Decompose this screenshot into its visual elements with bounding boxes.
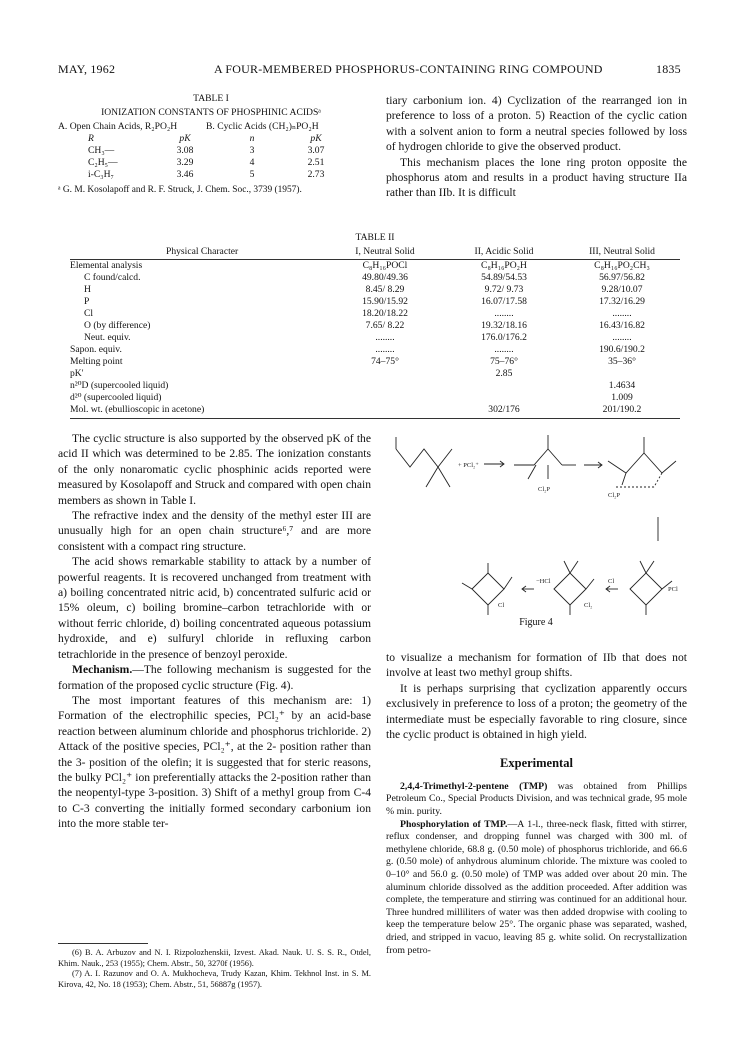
table-cell: 5 <box>249 169 255 180</box>
table-cell: 190.6/190.2 <box>599 344 645 355</box>
label-cl2p: Cl₂P <box>538 486 551 493</box>
table-1-header: pK <box>310 133 322 144</box>
table-cell: 2.73 <box>307 169 325 180</box>
table-cell: 54.89/54.53 <box>481 272 527 283</box>
left-column <box>58 431 371 832</box>
label-cl2p: Cl₂P <box>608 492 621 499</box>
table-1 <box>58 93 364 196</box>
table-cell: Cl <box>84 308 94 319</box>
subheading: 2,4,4-Trimethyl-2-pentene (TMP) <box>400 780 548 792</box>
right-top-text <box>386 93 687 201</box>
table-row <box>70 272 680 284</box>
label-pcl2: + PCl₂⁺ <box>458 462 479 469</box>
table-cell: C₈H₁₆PO₂H <box>481 260 527 271</box>
table-row <box>70 380 680 392</box>
table-cell: 302/176 <box>488 404 520 415</box>
table-cell: 35–36° <box>608 356 636 367</box>
table-cell: 74–75° <box>371 356 399 367</box>
table-cell: Elemental analysis <box>70 260 143 271</box>
table-cell: 2.85 <box>495 368 513 379</box>
table-cell: 8.45/ 8.29 <box>365 284 405 295</box>
table-cell: ........ <box>612 332 632 343</box>
table-2-body <box>70 260 680 419</box>
table-cell <box>326 368 444 380</box>
table-1-group-a: A. Open Chain Acids, R₂PO₂H <box>58 121 178 132</box>
table-cell: ........ <box>612 308 632 319</box>
table-2-caption: TABLE II <box>355 232 395 243</box>
table-cell: 15.90/15.92 <box>362 296 408 307</box>
table-cell: pK' <box>70 368 84 379</box>
table-cell <box>564 368 680 380</box>
table-row <box>70 392 680 404</box>
table-cell: C found/calcd. <box>84 272 141 283</box>
table-cell <box>444 380 564 392</box>
table-cell: H <box>84 284 91 295</box>
paragraph <box>58 662 371 693</box>
table-row <box>58 157 364 169</box>
label-pcl: PCl <box>668 586 678 593</box>
table-row <box>70 356 680 368</box>
table-cell: 17.32/16.29 <box>599 296 645 307</box>
paragraph: The most important features of this mechanism are: 1) Formation of the electrophilic species, PCl₂⁺ by an acid-base reaction between aluminum chloride and phosphorus trichloride. 2) Attack of the positive species, PCl₂⁺, at the 2- position rather than the 3- position of the olefin; it is suggested that for steric reasons, the bulky PCl₂⁺ ion preferentially attacks the 2-position rather than the neopentyl-type 3-position. 3) Shift of a methyl group from C-4 to C-3 converting the initially formed secondary carbonium ion into the more stable ter- <box>58 693 371 831</box>
table-cell: 19.32/18.16 <box>481 320 527 331</box>
table-cell: P <box>84 296 90 307</box>
table-row <box>70 332 680 344</box>
table-row <box>58 169 364 181</box>
table-1-footnote: ᵃ G. M. Kosolapoff and R. F. Struck, J. Chem. Soc., 3739 (1957). <box>58 185 302 195</box>
section-heading: Mechanism. <box>72 663 133 677</box>
paragraph-text: —The following mechanism is suggested for the formation of the proposed cyclic structure (Fig. 4). <box>58 663 371 692</box>
table-cell: O (by difference) <box>84 320 151 331</box>
table-2-header: I, Neutral Solid <box>355 246 415 257</box>
table-cell: 3.08 <box>176 145 194 156</box>
table-row <box>70 260 680 272</box>
table-cell: C₈H₁₆PO₂CH₃ <box>594 260 650 271</box>
running-date: MAY, 1962 <box>58 62 116 76</box>
paragraph-text: was obtained from Phillips Petroleum Co., Special Products Division, and was technical grade, 95 mole % min. purity. <box>386 780 687 818</box>
table-1-group-b: B. Cyclic Acids (CH₂)ₙPO₂H <box>206 121 319 132</box>
label-hcl: −HCl <box>536 578 551 585</box>
table-1-header: R <box>88 133 94 144</box>
paragraph <box>386 819 687 958</box>
table-cell: 3.29 <box>176 157 194 168</box>
table-cell <box>326 404 444 416</box>
table-cell: CH₃— <box>88 145 115 156</box>
paragraph: to visualize a mechanism for formation of IIb that does not involve at least two methyl group shifts. <box>386 651 687 680</box>
table-cell <box>326 380 444 392</box>
paragraph: It is perhaps surprising that cyclization apparently occurs exclusively in preference to loss of a proton; the geometry of the intermediate must be especially favorable to ring closure, since the cyclic product is obtained in high yield. <box>386 681 687 742</box>
table-cell: 1.4634 <box>608 380 636 391</box>
table-cell: 3.07 <box>307 145 325 156</box>
paragraph-text: —A 1-l., three-neck flask, fitted with stirrer, reflux condenser, and dropping funnel was charged with 300 ml. of methylene chloride, 68.8 g. (0.50 mole) of phosphorus trichloride, and 66.6 g. (0.50 mole) of anhydrous aluminum chloride. The mixture was cooled to 0–10° and 56.0 g. (0.50 mole) of TMP was added over about 20 min. The aluminum chloride dissolved as the addition proceeded. After addition was complete, the temperature and stirring was continued for an additional hour. Three hundred milliliters of water was then added dropwise with cooling to keep the temperature below 25°. The organic phase was separated, washed, dried, and stripped in vacuo, leaving 85 g. white solid. On recrystallization from petro- <box>386 818 687 956</box>
table-cell: Melting point <box>70 356 123 367</box>
paragraph <box>386 781 687 819</box>
table-cell: ........ <box>375 344 395 355</box>
table-1-title: IONIZATION CONSTANTS OF PHOSPHINIC ACIDSᵃ <box>101 107 321 118</box>
table-cell: 9.72/ 9.73 <box>484 284 524 295</box>
table-row <box>70 404 680 419</box>
label-cl2: Cl₂ <box>584 602 593 609</box>
table-row <box>70 320 680 332</box>
table-cell: 2.51 <box>307 157 325 168</box>
table-cell: 3.46 <box>176 169 194 180</box>
table-cell: 16.07/17.58 <box>481 296 527 307</box>
structure-tmp <box>396 449 452 467</box>
footnote-6: (6) B. A. Arbuzov and N. I. Rizpolozhenskii, Izvest. Akad. Nauk. U. S. S. R., Otdel, Khim. Nauk., 253 (1955); Chem. Abstr., 50, 3270f (1956). <box>58 948 371 968</box>
experimental-heading: Experimental <box>500 756 573 771</box>
table-cell: ........ <box>494 308 514 319</box>
structure-ring-1 <box>472 573 504 605</box>
table-row <box>70 368 680 380</box>
table-row <box>70 296 680 308</box>
table-1-caption: TABLE I <box>193 93 229 104</box>
structure-ring-3 <box>630 573 662 605</box>
table-cell <box>326 392 444 404</box>
table-cell: Neut. equiv. <box>84 332 131 343</box>
table-row <box>70 344 680 356</box>
paragraph: This mechanism places the lone ring proton opposite the phosphorus atom and results in a product having structure IIa rather than IIb. It is difficult <box>386 155 687 200</box>
page-number: 1835 <box>656 62 681 76</box>
table-cell: Sapon. equiv. <box>70 344 122 355</box>
structure-ring-2 <box>554 573 586 605</box>
table-cell: 16.43/16.82 <box>599 320 645 331</box>
table-cell: 4 <box>249 157 255 168</box>
table-cell: C₂H₅— <box>88 157 118 168</box>
footnotes <box>58 948 371 990</box>
table-cell: i-C₃H₇ <box>88 169 114 180</box>
table-row <box>70 284 680 296</box>
table-cell: 75–76° <box>490 356 518 367</box>
table-2-header: II, Acidic Solid <box>474 246 534 257</box>
paragraph: tiary carbonium ion. 4) Cyclization of the rearranged ion in preference to loss of a proton. 5) Reaction of the cyclic cation with a solvent anion to form a neutral species followed by loss of hydrogen chloride to give the observed product. <box>386 94 687 154</box>
footnote-7: (7) A. I. Razunov and O. A. Mukhocheva, Trudy Kazan, Khim. Tekhnol Inst. in S. M. Kirova, 42, No. 18 (1953); Chem. Abstr., 51, 56887g (1957). <box>58 969 371 989</box>
subheading: Phosphorylation of TMP. <box>400 818 508 830</box>
table-cell: 201/190.2 <box>602 404 642 415</box>
table-cell: ........ <box>494 344 514 355</box>
table-cell: d²⁰ (supercooled liquid) <box>70 392 162 403</box>
figure-caption: Figure 4 <box>519 617 553 628</box>
table-2-header: III, Neutral Solid <box>589 246 655 257</box>
table-1-header: n <box>249 133 255 144</box>
running-title: A FOUR-MEMBERED PHOSPHORUS-CONTAINING RING COMPOUND <box>214 62 603 76</box>
table-cell: 9.28/10.07 <box>601 284 643 295</box>
table-cell: 1.009 <box>611 392 633 403</box>
table-cell: 3 <box>249 145 255 156</box>
table-cell <box>444 392 564 404</box>
table-cell: 18.20/18.22 <box>362 308 408 319</box>
table-cell: n²⁰D (supercooled liquid) <box>70 380 169 391</box>
table-cell: 56.97/56.82 <box>599 272 645 283</box>
structure-intermediate-2 <box>608 453 676 473</box>
table-2-header: Physical Character <box>166 246 239 257</box>
table-row <box>70 308 680 320</box>
right-column <box>386 650 687 957</box>
label-cl: Cl <box>608 578 615 585</box>
paragraph: The acid shows remarkable stability to attack by a number of powerful reagents. It is recovered unchanged from treatment with a) boiling concentrated nitric acid, b) concentrated sulfuric acid or 15% oleum, c) boiling bromine–carbon tetrachloride with or without ferric chloride, d) boiling concentrated aqueous potassium hydroxide, and e) sulfuryl chloride in refluxing carbon tetrachloride in the presence of benzoyl peroxide. <box>58 555 371 661</box>
paragraph: The refractive index and the density of the methyl ester III are unusually high for an open chain structure⁶,⁷ and are more consistent with a compact ring structure. <box>58 509 371 553</box>
table-cell: 7.65/ 8.22 <box>365 320 405 331</box>
paragraph: The cyclic structure is also supported by the observed pK of the acid II which was determined to be 2.85. The ionization constants of the only nonaromatic cyclic phosphinic acids reported were measured by Kosolapoff and Struck and compared with open chain members as shown in Table I. <box>58 432 371 507</box>
footnote-divider <box>58 943 148 944</box>
table-cell: Mol. wt. (ebullioscopic in acetone) <box>70 404 205 415</box>
figure-4-diagram <box>386 431 687 651</box>
table-2 <box>70 232 680 419</box>
table-cell: 49.80/49.36 <box>362 272 408 283</box>
label-cl: Cl <box>498 602 505 609</box>
structure-intermediate-1 <box>514 449 562 465</box>
table-cell: ........ <box>375 332 395 343</box>
table-row <box>58 145 364 157</box>
table-1-header: pK <box>179 133 191 144</box>
table-cell: 176.0/176.2 <box>481 332 527 343</box>
table-cell: C₈H₁₆POCl <box>362 260 408 271</box>
